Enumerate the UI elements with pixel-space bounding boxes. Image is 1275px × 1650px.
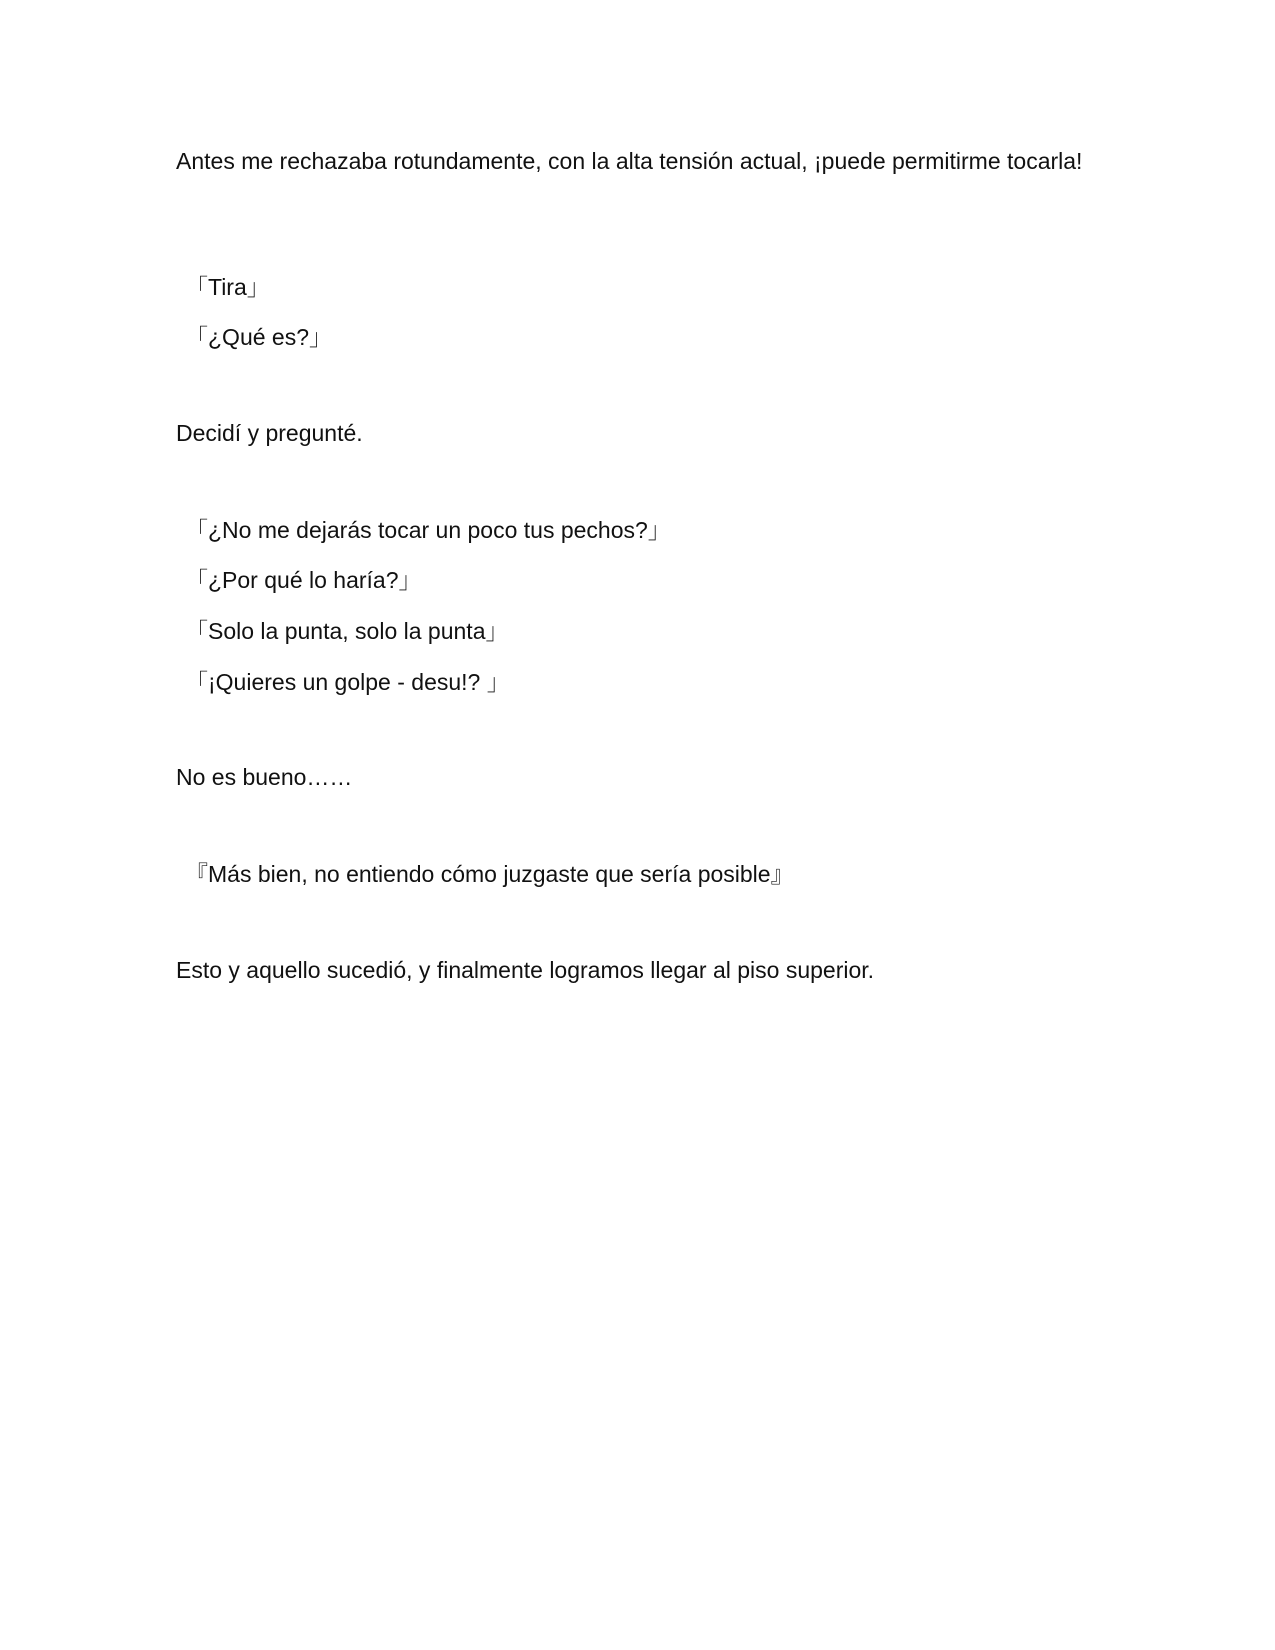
- dialogue-line: 「Solo la punta, solo la punta」: [185, 618, 509, 644]
- dialogue-line: 「¿No me dejarás tocar un poco tus pechos?」: [185, 517, 671, 543]
- dialogue-line: 「¡Quieres un golpe - desu!? 」: [185, 669, 510, 695]
- narration-paragraph: Esto y aquello sucedió, y finalmente logramos llegar al piso superior.: [176, 957, 875, 983]
- narration-paragraph: No es bueno……: [176, 764, 353, 790]
- dialogue-line: 「Tira」: [185, 274, 270, 300]
- dialogue-line: 『Más bien, no entiendo cómo juzgaste que sería posible』: [185, 861, 794, 887]
- dialogue-line: 「¿Por qué lo haría?」: [185, 567, 422, 593]
- dialogue-line: 「¿Qué es?」: [185, 324, 332, 350]
- narration-paragraph: Decidí y pregunté.: [176, 420, 363, 446]
- narration-paragraph: Antes me rechazaba rotundamente, con la alta tensión actual, ¡puede permitirme tocarla!: [176, 148, 1083, 174]
